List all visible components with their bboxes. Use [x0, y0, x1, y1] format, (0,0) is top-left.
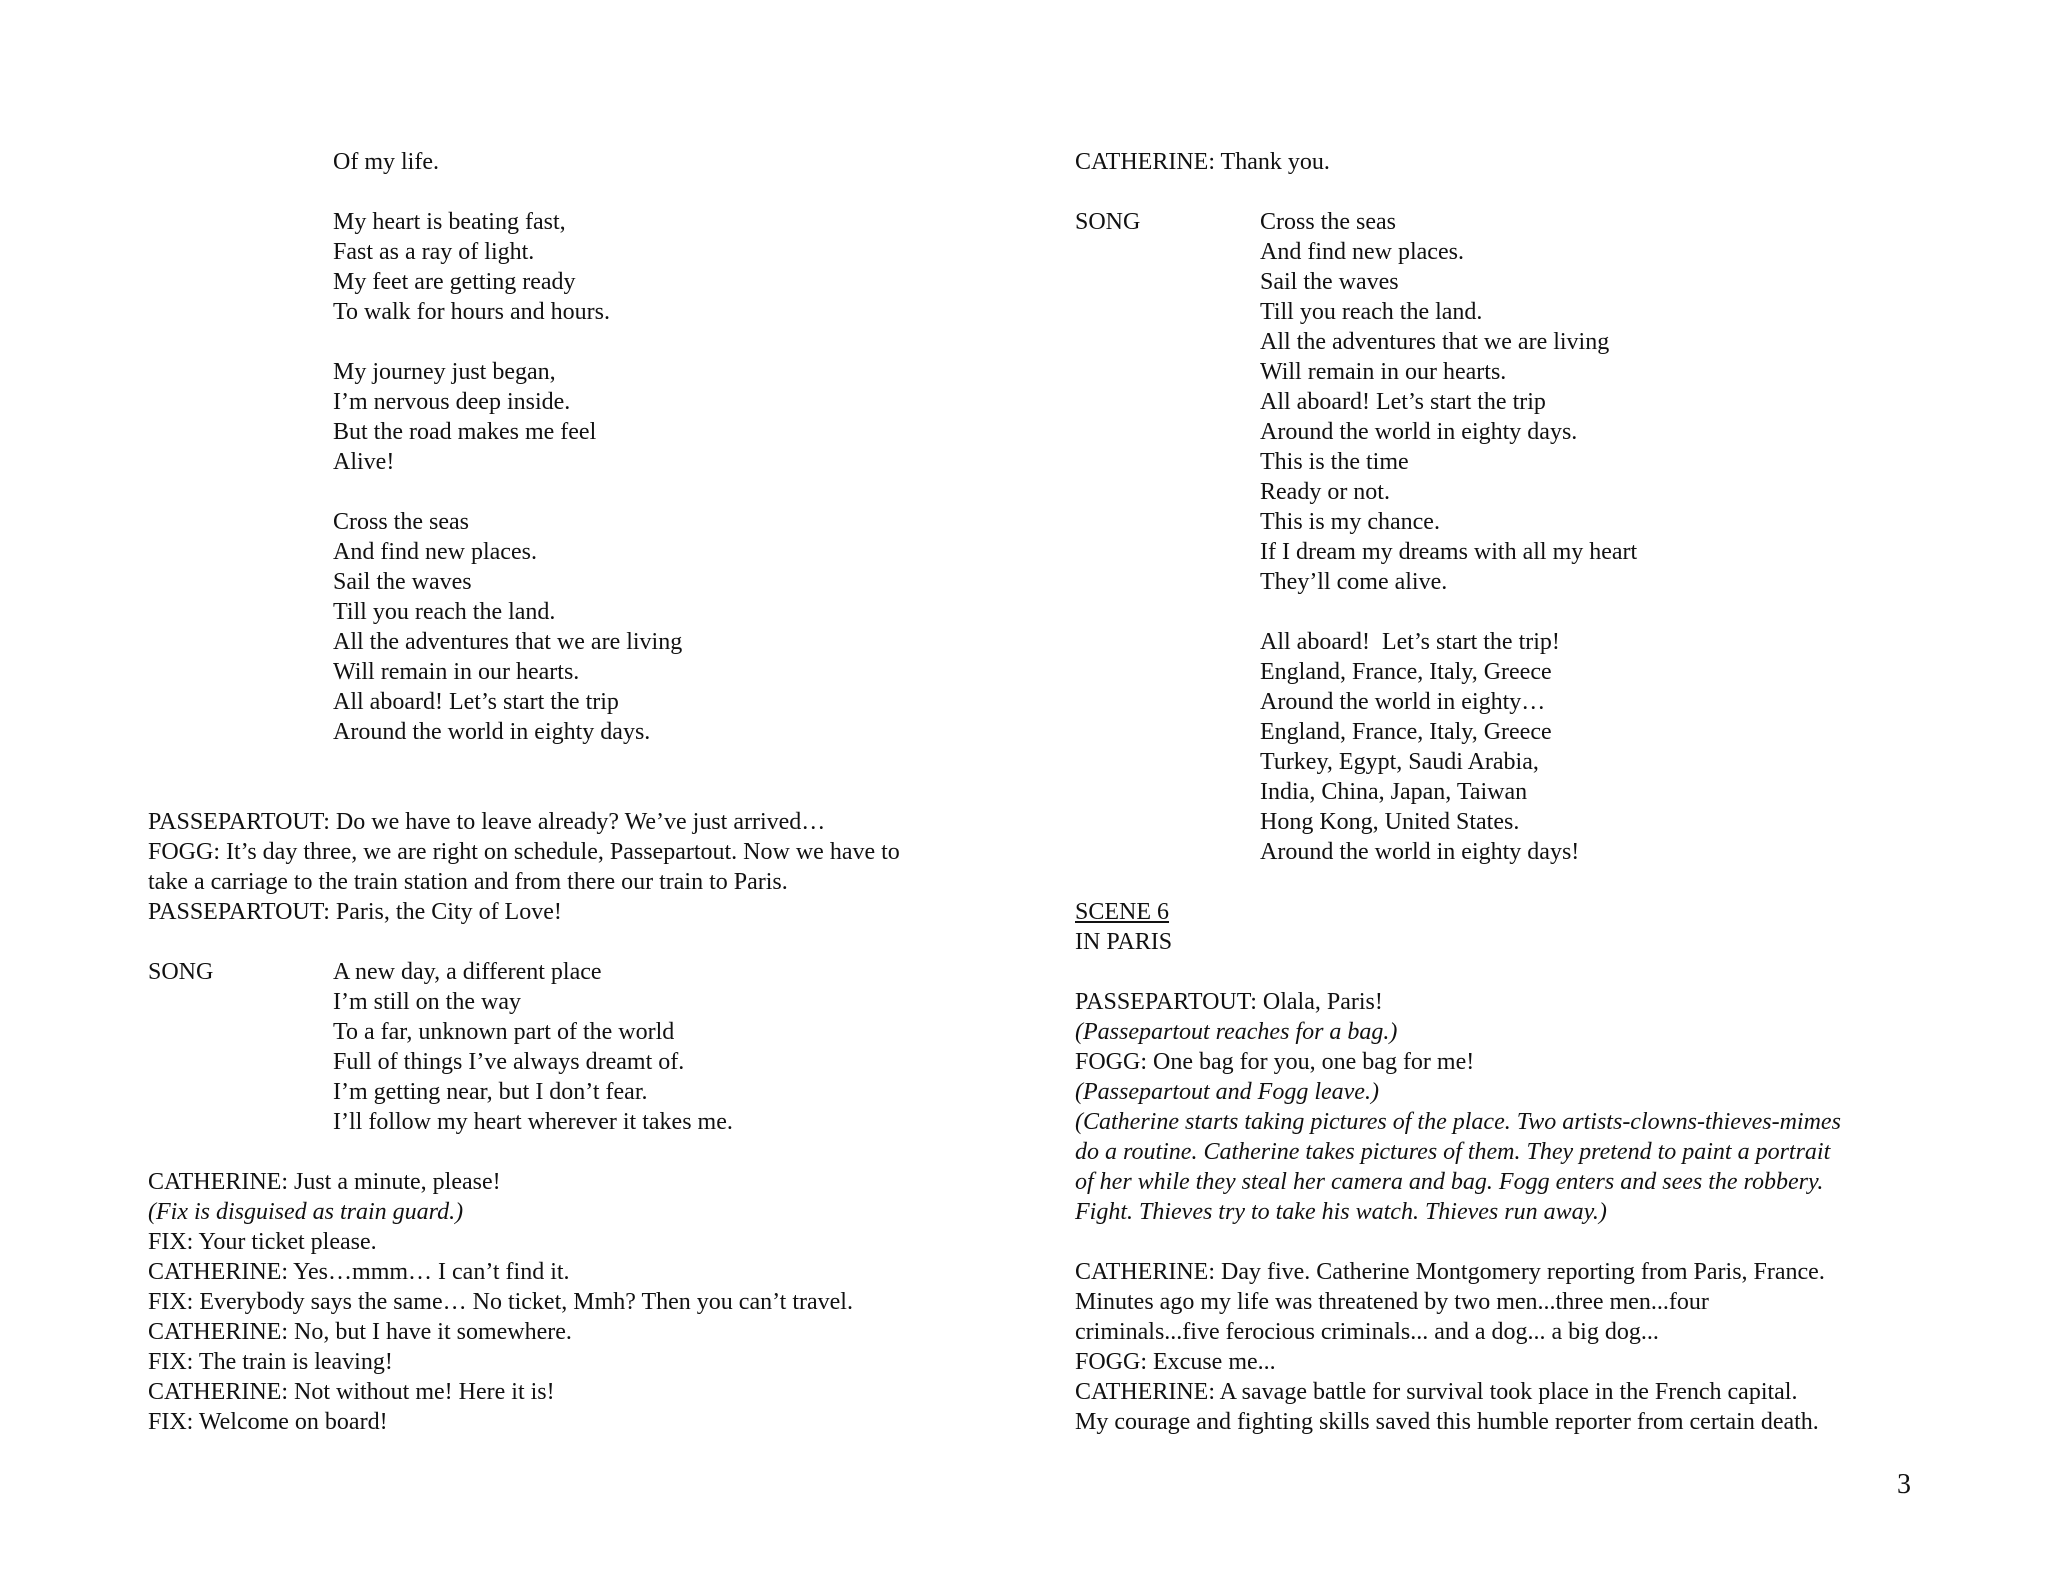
- line-text: IN PARIS: [1075, 929, 1173, 955]
- script-line: [1075, 1107, 1955, 1137]
- line-text: A new day, a different place: [333, 959, 602, 985]
- script-line: [148, 417, 1008, 447]
- line-text: CATHERINE: Day five. Catherine Montgomery reporting from Paris, France.: [1075, 1259, 1825, 1285]
- script-line: [1075, 417, 1955, 447]
- line-text: All the adventures that we are living: [333, 629, 683, 655]
- script-line: [148, 237, 1008, 267]
- script-line: [148, 657, 1008, 687]
- script-line: [148, 897, 1008, 927]
- line-text: If I dream my dreams with all my heart: [1260, 539, 1638, 565]
- script-line: [148, 1317, 1008, 1347]
- line-text: Sail the waves: [333, 569, 472, 595]
- line-text: I’ll follow my heart wherever it takes me.: [333, 1109, 733, 1135]
- blank-line: [148, 327, 1008, 357]
- script-line: [1075, 567, 1955, 597]
- script-line: [1075, 447, 1955, 477]
- line-text: of her while they steal her camera and bag. Fogg enters and sees the robbery.: [1075, 1169, 1824, 1195]
- line-text: PASSEPARTOUT: Paris, the City of Love!: [148, 899, 562, 925]
- line-text: My courage and fighting skills saved this humble reporter from certain death.: [1075, 1409, 1819, 1435]
- line-text: take a carriage to the train station and from there our train to Paris.: [148, 869, 788, 895]
- line-text: My heart is beating fast,: [333, 209, 566, 235]
- blank-line: [148, 477, 1008, 507]
- script-line: [148, 837, 1008, 867]
- line-text: PASSEPARTOUT: Do we have to leave already? We’ve just arrived…: [148, 809, 826, 835]
- line-text: FIX: Your ticket please.: [148, 1229, 377, 1255]
- line-text: CATHERINE: A savage battle for survival took place in the French capital.: [1075, 1379, 1798, 1405]
- script-line: [148, 357, 1008, 387]
- script-line: [148, 807, 1008, 837]
- script-line: [148, 1017, 1008, 1047]
- line-text: FIX: Welcome on board!: [148, 1409, 388, 1435]
- script-line: [1075, 807, 1955, 837]
- blank-line: [148, 777, 1008, 807]
- line-text: And find new places.: [333, 539, 537, 565]
- script-line: [1075, 747, 1955, 777]
- script-line: [148, 267, 1008, 297]
- line-text: FOGG: Excuse me...: [1075, 1349, 1276, 1375]
- script-line: [148, 1077, 1008, 1107]
- script-line: [1075, 927, 1955, 957]
- line-text: CATHERINE: Thank you.: [1075, 149, 1330, 175]
- script-line: [148, 537, 1008, 567]
- script-line: [1075, 987, 1955, 1017]
- line-text: (Catherine starts taking pictures of the place. Two artists-clowns-thieves-mimes: [1075, 1109, 1841, 1135]
- script-line: [1075, 687, 1955, 717]
- script-line: [148, 1047, 1008, 1077]
- script-line: [148, 1377, 1008, 1407]
- script-line: [1075, 507, 1955, 537]
- right-column: [1075, 147, 1955, 1437]
- line-text: This is the time: [1260, 449, 1409, 475]
- script-line: [1075, 1167, 1955, 1197]
- line-text: And find new places.: [1260, 239, 1464, 265]
- line-text: Hong Kong, United States.: [1260, 809, 1520, 835]
- line-text: FIX: Everybody says the same… No ticket, Mmh? Then you can’t travel.: [148, 1289, 853, 1315]
- blank-line: [1075, 597, 1955, 627]
- script-line: [148, 867, 1008, 897]
- line-text: FOGG: One bag for you, one bag for me!: [1075, 1049, 1475, 1075]
- script-line: [148, 1257, 1008, 1287]
- line-text: This is my chance.: [1260, 509, 1440, 535]
- script-line: [1075, 477, 1955, 507]
- script-line: [1075, 537, 1955, 567]
- blank-line: [1075, 177, 1955, 207]
- script-line: [1075, 1377, 1955, 1407]
- line-text: My feet are getting ready: [333, 269, 576, 295]
- line-text: My journey just began,: [333, 359, 556, 385]
- script-line: [1075, 207, 1955, 237]
- script-line: [148, 1167, 1008, 1197]
- script-line: [148, 447, 1008, 477]
- line-text: FIX: The train is leaving!: [148, 1349, 393, 1375]
- line-text: All aboard! Let’s start the trip: [1260, 389, 1546, 415]
- blank-line: [148, 1137, 1008, 1167]
- line-text: SCENE 6: [1075, 899, 1170, 925]
- blank-line: [148, 177, 1008, 207]
- line-text: All aboard! Let’s start the trip!: [1260, 629, 1560, 655]
- line-text: CATHERINE: Not without me! Here it is!: [148, 1379, 555, 1405]
- line-text: Around the world in eighty days!: [1260, 839, 1580, 865]
- line-text: I’m getting near, but I don’t fear.: [333, 1079, 648, 1105]
- script-line: [148, 567, 1008, 597]
- script-line: [1075, 1257, 1955, 1287]
- line-text: Of my life.: [333, 149, 439, 175]
- line-text: But the road makes me feel: [333, 419, 597, 445]
- script-line: [148, 987, 1008, 1017]
- script-line: [1075, 1347, 1955, 1377]
- blank-line: [1075, 1227, 1955, 1257]
- line-text: England, France, Italy, Greece: [1260, 719, 1552, 745]
- script-line: [148, 507, 1008, 537]
- line-text: Around the world in eighty days.: [1260, 419, 1578, 445]
- line-text: Minutes ago my life was threatened by two men...three men...four: [1075, 1289, 1709, 1315]
- script-line: [148, 957, 1008, 987]
- script-line: [1075, 297, 1955, 327]
- line-text: India, China, Japan, Taiwan: [1260, 779, 1528, 805]
- script-line: [1075, 897, 1955, 927]
- script-line: [148, 1227, 1008, 1257]
- line-text: All the adventures that we are living: [1260, 329, 1610, 355]
- script-line: [148, 1407, 1008, 1437]
- script-line: [1075, 717, 1955, 747]
- line-text: Will remain in our hearts.: [333, 659, 580, 685]
- script-line: [148, 687, 1008, 717]
- line-text: Around the world in eighty…: [1260, 689, 1546, 715]
- song-label: SONG: [1075, 209, 1141, 235]
- line-text: Around the world in eighty days.: [333, 719, 651, 745]
- script-line: [148, 717, 1008, 747]
- script-line: [148, 207, 1008, 237]
- script-line: [148, 1197, 1008, 1227]
- line-text: Till you reach the land.: [1260, 299, 1483, 325]
- line-text: Cross the seas: [1260, 209, 1396, 235]
- line-text: do a routine. Catherine takes pictures of them. They pretend to paint a portrait: [1075, 1139, 1831, 1165]
- song-label: SONG: [148, 959, 214, 985]
- line-text: To a far, unknown part of the world: [333, 1019, 675, 1045]
- script-line: [1075, 327, 1955, 357]
- blank-line: [1075, 957, 1955, 987]
- script-line: [1075, 627, 1955, 657]
- script-line: [1075, 387, 1955, 417]
- script-line: [1075, 1047, 1955, 1077]
- script-line: [148, 297, 1008, 327]
- line-text: England, France, Italy, Greece: [1260, 659, 1552, 685]
- line-text: All aboard! Let’s start the trip: [333, 689, 619, 715]
- line-text: Will remain in our hearts.: [1260, 359, 1507, 385]
- line-text: Cross the seas: [333, 509, 469, 535]
- line-text: I’m still on the way: [333, 989, 521, 1015]
- line-text: FOGG: It’s day three, we are right on schedule, Passepartout. Now we have to: [148, 839, 900, 865]
- script-line: [148, 1107, 1008, 1137]
- line-text: CATHERINE: Just a minute, please!: [148, 1169, 501, 1195]
- script-line: [1075, 147, 1955, 177]
- script-line: [1075, 1197, 1955, 1227]
- script-line: [148, 1287, 1008, 1317]
- line-text: Till you reach the land.: [333, 599, 556, 625]
- blank-line: [1075, 867, 1955, 897]
- line-text: CATHERINE: No, but I have it somewhere.: [148, 1319, 572, 1345]
- script-line: [1075, 357, 1955, 387]
- line-text: Sail the waves: [1260, 269, 1399, 295]
- left-column: [148, 147, 1008, 1437]
- blank-line: [148, 927, 1008, 957]
- line-text: Alive!: [333, 449, 395, 475]
- script-line: [1075, 1077, 1955, 1107]
- line-text: Fight. Thieves try to take his watch. Thieves run away.): [1075, 1199, 1607, 1225]
- blank-line: [148, 747, 1008, 777]
- line-text: Full of things I’ve always dreamt of.: [333, 1049, 685, 1075]
- script-line: [1075, 1317, 1955, 1347]
- script-line: [1075, 1287, 1955, 1317]
- line-text: (Passepartout and Fogg leave.): [1075, 1079, 1379, 1105]
- line-text: They’ll come alive.: [1260, 569, 1448, 595]
- line-text: (Passepartout reaches for a bag.): [1075, 1019, 1398, 1045]
- line-text: CATHERINE: Yes…mmm… I can’t find it.: [148, 1259, 570, 1285]
- script-line: [1075, 657, 1955, 687]
- page-number: 3: [1897, 1469, 1911, 1500]
- script-line: [1075, 1137, 1955, 1167]
- line-text: Turkey, Egypt, Saudi Arabia,: [1260, 749, 1539, 775]
- line-text: To walk for hours and hours.: [333, 299, 610, 325]
- line-text: Ready or not.: [1260, 479, 1390, 505]
- script-line: [1075, 1407, 1955, 1437]
- line-text: Fast as a ray of light.: [333, 239, 535, 265]
- script-line: [1075, 1017, 1955, 1047]
- script-line: [148, 627, 1008, 657]
- line-text: I’m nervous deep inside.: [333, 389, 571, 415]
- script-line: [1075, 267, 1955, 297]
- script-line: [148, 1347, 1008, 1377]
- line-text: criminals...five ferocious criminals... and a dog... a big dog...: [1075, 1319, 1659, 1345]
- script-line: [1075, 237, 1955, 267]
- script-line: [1075, 837, 1955, 867]
- script-line: [148, 147, 1008, 177]
- script-line: [148, 387, 1008, 417]
- script-line: [1075, 777, 1955, 807]
- script-line: [148, 597, 1008, 627]
- line-text: PASSEPARTOUT: Olala, Paris!: [1075, 989, 1383, 1015]
- line-text: (Fix is disguised as train guard.): [148, 1199, 464, 1225]
